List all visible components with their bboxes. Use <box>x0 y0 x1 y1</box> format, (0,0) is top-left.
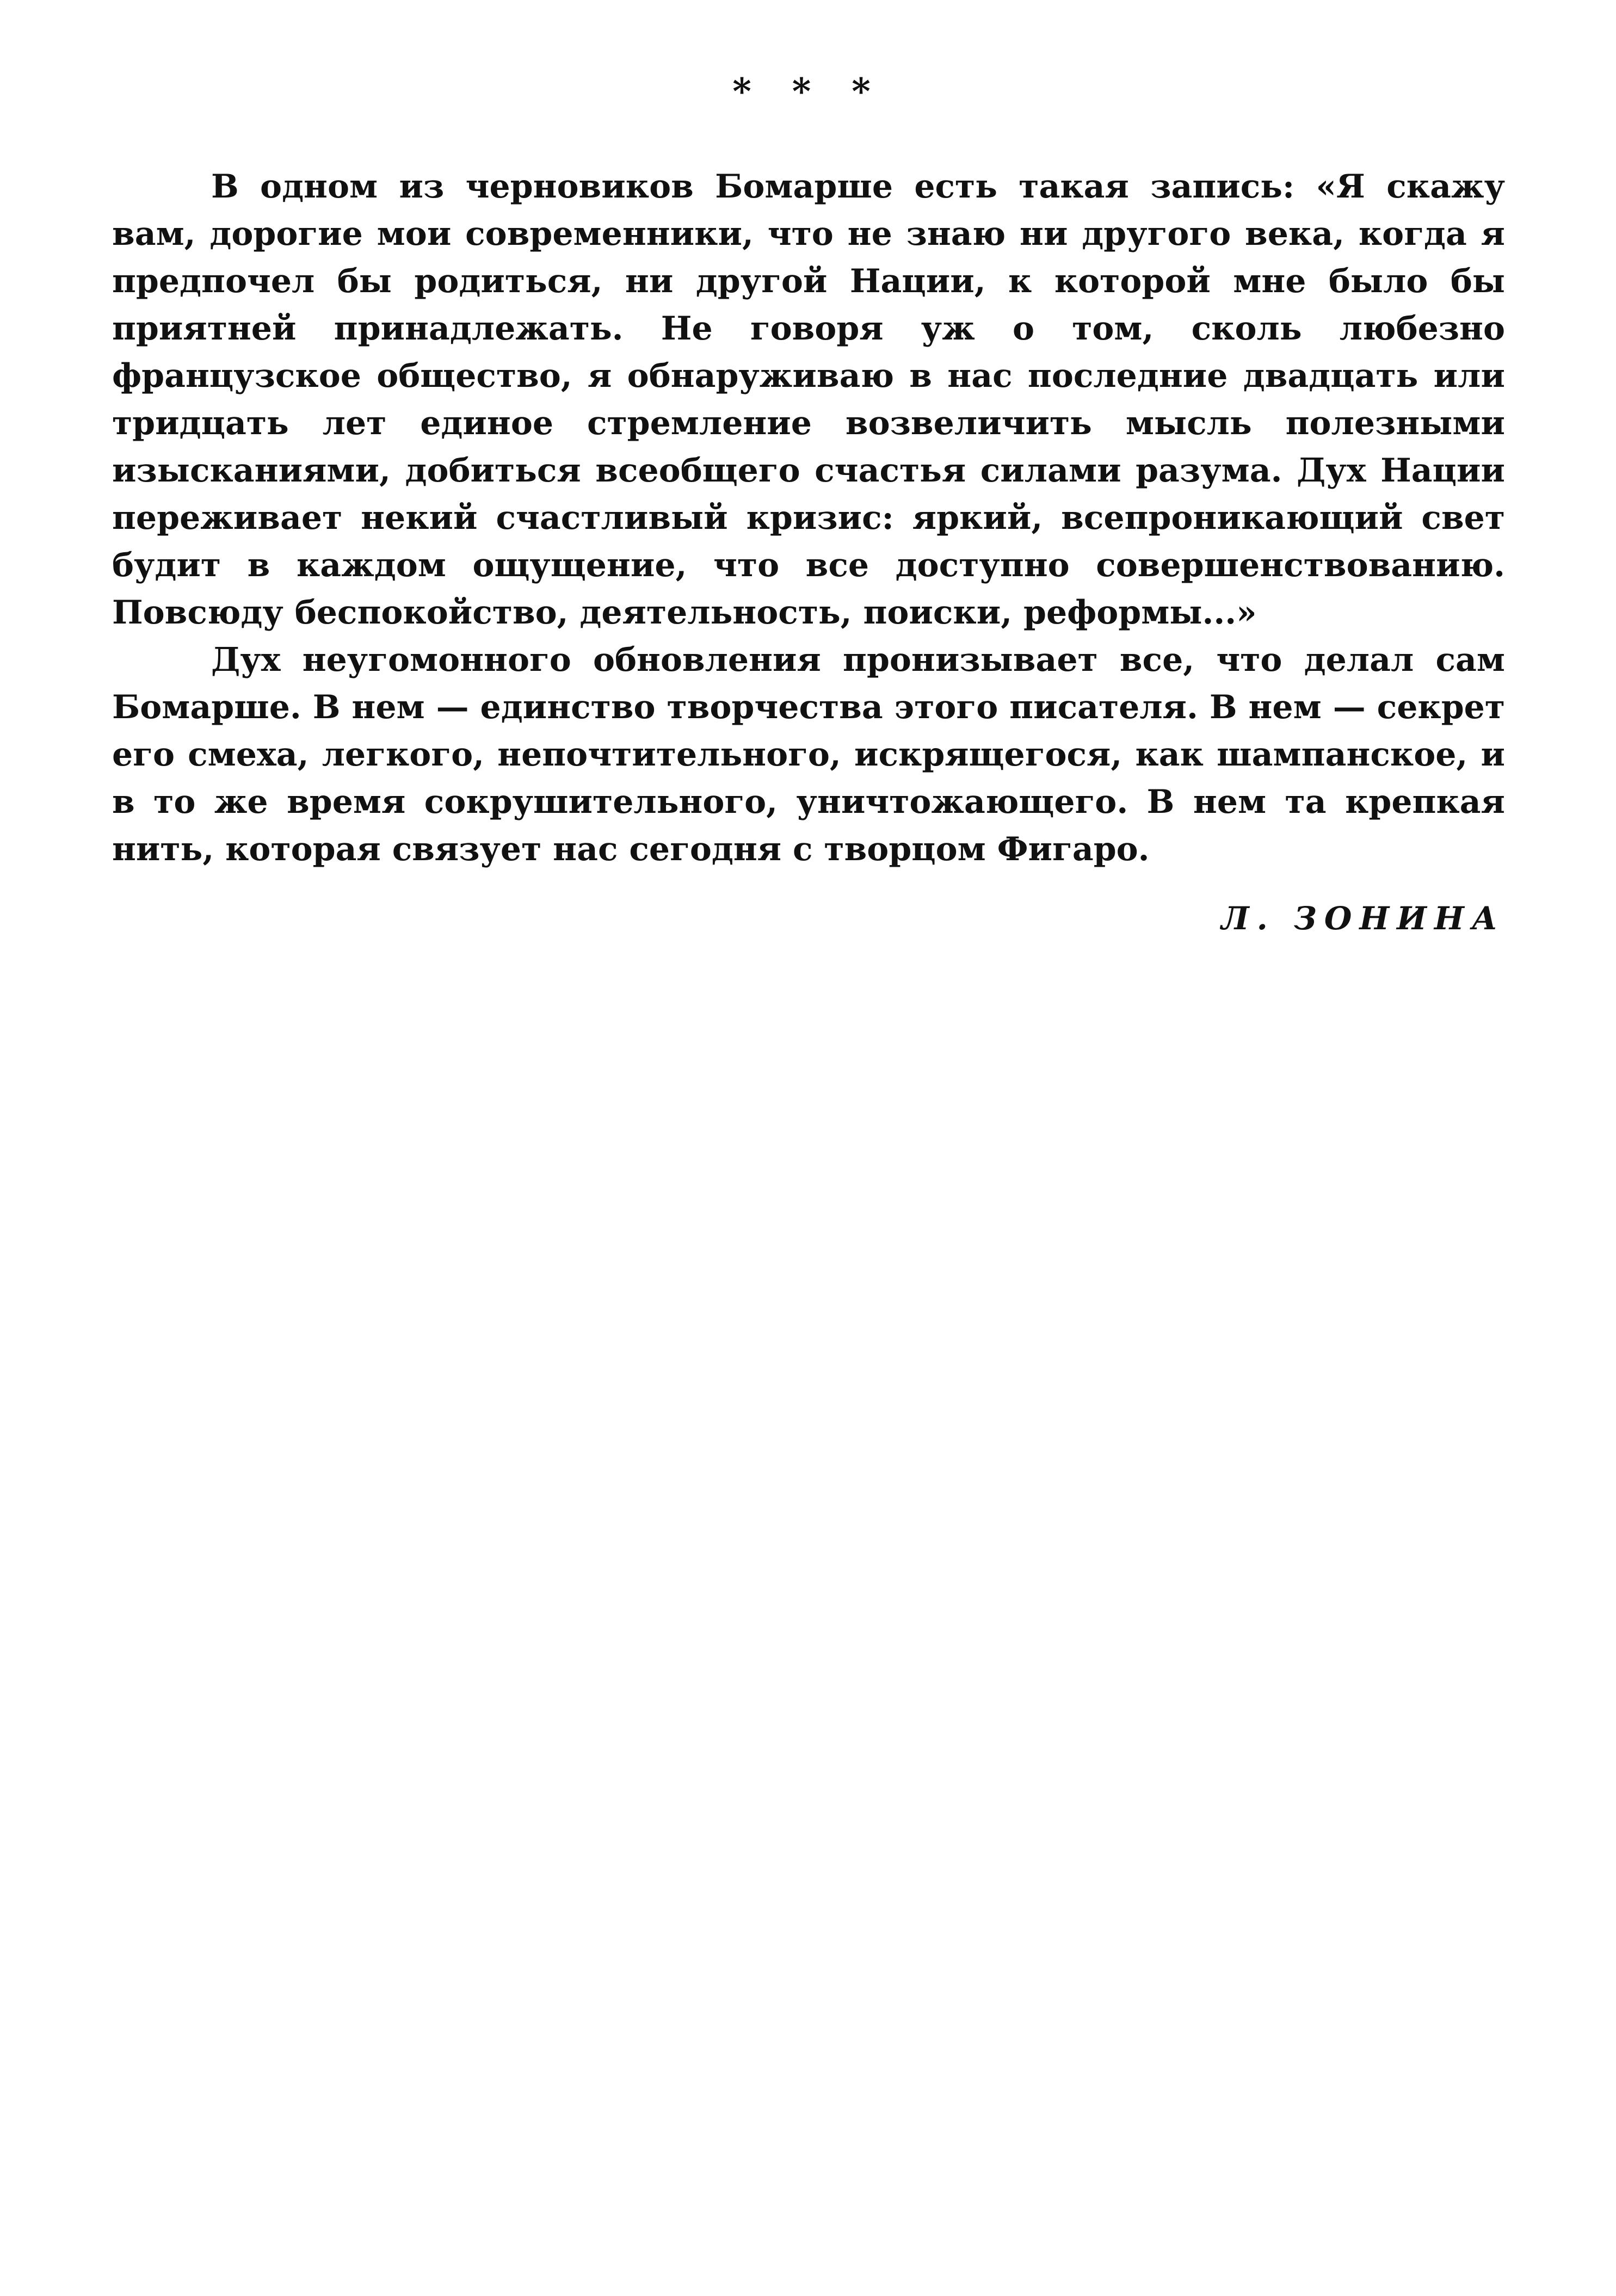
paragraph: В одном из черновиков Бомарше есть такая запись: «Я скажу вам, дорогие мои современники, что не знаю ни другого века, когда я предпочел бы родиться, ни другой Нации, к которой мне было бы приятней принадлежать. Не говоря уж о том, сколь любезно французское общество, я обнаруживаю в нас последние двадцать или тридцать лет единое стремление возвеличить мысль полезными изысканиями, добиться всеобщего счастья силами разума. Дух Нации переживает некий счастливый кризис: яркий, всепроникающий свет будит в каждом ощущение, что все доступно совершенствованию. Повсюду беспокойство, деятельность, поиски, реформы...» <box>112 168 1505 632</box>
section-separator: * * * <box>732 70 885 113</box>
author-signature: Л. ЗОНИНА <box>1221 900 1505 937</box>
document-page <box>112 0 1505 2296</box>
body-text <box>112 163 1505 873</box>
paragraph: Дух неугомонного обновления пронизывает все, что делал сам Бомарше. В нем — единство творчества этого писателя. В нем — секрет его смеха, легкого, непочтительного, искрящегося, как шампанское, и в то же время сокрушительного, уничтожающего. В нем та крепкая нить, которая связует нас сегодня с творцом Фигаро. <box>112 641 1505 868</box>
